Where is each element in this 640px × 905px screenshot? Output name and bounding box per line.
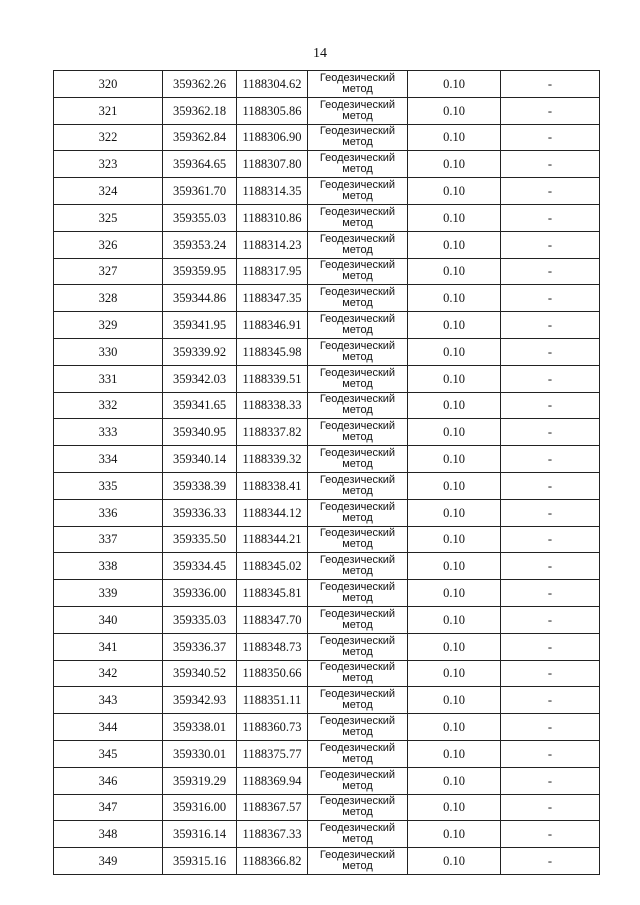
y-coordinate-cell: 1188367.33: [237, 821, 308, 848]
y-coordinate-cell: 1188375.77: [237, 740, 308, 767]
point-number-cell: 338: [54, 553, 163, 580]
description-cell: -: [501, 204, 600, 231]
table-row: [54, 124, 600, 151]
x-coordinate-cell: 359362.84: [163, 124, 237, 151]
table-row: [54, 97, 600, 124]
description-cell: -: [501, 553, 600, 580]
x-coordinate-cell: 359342.03: [163, 365, 237, 392]
description-cell: -: [501, 178, 600, 205]
point-number-cell: 329: [54, 312, 163, 339]
description-cell: -: [501, 633, 600, 660]
method-cell: Геодезический метод: [308, 714, 408, 741]
table-row: [54, 687, 600, 714]
point-number-cell: 330: [54, 338, 163, 365]
table-row: [54, 178, 600, 205]
table-row: [54, 794, 600, 821]
x-coordinate-cell: 359336.33: [163, 499, 237, 526]
y-coordinate-cell: 1188339.32: [237, 446, 308, 473]
y-coordinate-cell: 1188347.35: [237, 285, 308, 312]
y-coordinate-cell: 1188366.82: [237, 848, 308, 875]
description-cell: -: [501, 392, 600, 419]
x-coordinate-cell: 359362.18: [163, 97, 237, 124]
x-coordinate-cell: 359316.14: [163, 821, 237, 848]
description-cell: -: [501, 97, 600, 124]
x-coordinate-cell: 359316.00: [163, 794, 237, 821]
point-number-cell: 340: [54, 606, 163, 633]
accuracy-cell: 0.10: [408, 848, 501, 875]
table-row: [54, 606, 600, 633]
accuracy-cell: 0.10: [408, 285, 501, 312]
description-cell: -: [501, 338, 600, 365]
accuracy-cell: 0.10: [408, 204, 501, 231]
description-cell: -: [501, 124, 600, 151]
method-cell: Геодезический метод: [308, 446, 408, 473]
accuracy-cell: 0.10: [408, 687, 501, 714]
point-number-cell: 349: [54, 848, 163, 875]
coordinates-table: [53, 70, 600, 875]
method-cell: Геодезический метод: [308, 660, 408, 687]
accuracy-cell: 0.10: [408, 633, 501, 660]
method-cell: Геодезический метод: [308, 231, 408, 258]
y-coordinate-cell: 1188347.70: [237, 606, 308, 633]
description-cell: -: [501, 151, 600, 178]
method-cell: Геодезический метод: [308, 338, 408, 365]
point-number-cell: 331: [54, 365, 163, 392]
accuracy-cell: 0.10: [408, 740, 501, 767]
method-cell: Геодезический метод: [308, 499, 408, 526]
x-coordinate-cell: 359340.14: [163, 446, 237, 473]
table-row: [54, 821, 600, 848]
x-coordinate-cell: 359336.37: [163, 633, 237, 660]
y-coordinate-cell: 1188369.94: [237, 767, 308, 794]
y-coordinate-cell: 1188350.66: [237, 660, 308, 687]
accuracy-cell: 0.10: [408, 714, 501, 741]
point-number-cell: 341: [54, 633, 163, 660]
accuracy-cell: 0.10: [408, 526, 501, 553]
table-row: [54, 312, 600, 339]
point-number-cell: 324: [54, 178, 163, 205]
description-cell: -: [501, 446, 600, 473]
method-cell: Геодезический метод: [308, 204, 408, 231]
point-number-cell: 322: [54, 124, 163, 151]
method-cell: Геодезический метод: [308, 767, 408, 794]
point-number-cell: 323: [54, 151, 163, 178]
description-cell: -: [501, 848, 600, 875]
x-coordinate-cell: 359334.45: [163, 553, 237, 580]
description-cell: -: [501, 821, 600, 848]
description-cell: -: [501, 714, 600, 741]
table-row: [54, 338, 600, 365]
y-coordinate-cell: 1188348.73: [237, 633, 308, 660]
description-cell: -: [501, 687, 600, 714]
description-cell: -: [501, 472, 600, 499]
y-coordinate-cell: 1188304.62: [237, 71, 308, 98]
description-cell: -: [501, 419, 600, 446]
accuracy-cell: 0.10: [408, 606, 501, 633]
description-cell: -: [501, 606, 600, 633]
point-number-cell: 342: [54, 660, 163, 687]
table-row: [54, 151, 600, 178]
method-cell: Геодезический метод: [308, 633, 408, 660]
method-cell: Геодезический метод: [308, 687, 408, 714]
method-cell: Геодезический метод: [308, 258, 408, 285]
point-number-cell: 348: [54, 821, 163, 848]
x-coordinate-cell: 359359.95: [163, 258, 237, 285]
x-coordinate-cell: 359353.24: [163, 231, 237, 258]
table-row: [54, 392, 600, 419]
y-coordinate-cell: 1188314.23: [237, 231, 308, 258]
table-row: [54, 365, 600, 392]
point-number-cell: 332: [54, 392, 163, 419]
coordinates-table-body: [54, 71, 600, 875]
point-number-cell: 343: [54, 687, 163, 714]
page-number: 14: [313, 46, 327, 61]
description-cell: -: [501, 740, 600, 767]
method-cell: Геодезический метод: [308, 178, 408, 205]
description-cell: -: [501, 767, 600, 794]
y-coordinate-cell: 1188344.21: [237, 526, 308, 553]
description-cell: -: [501, 258, 600, 285]
table-row: [54, 204, 600, 231]
accuracy-cell: 0.10: [408, 794, 501, 821]
x-coordinate-cell: 359355.03: [163, 204, 237, 231]
accuracy-cell: 0.10: [408, 71, 501, 98]
method-cell: Геодезический метод: [308, 740, 408, 767]
method-cell: Геодезический метод: [308, 580, 408, 607]
accuracy-cell: 0.10: [408, 365, 501, 392]
description-cell: -: [501, 365, 600, 392]
point-number-cell: 345: [54, 740, 163, 767]
method-cell: Геодезический метод: [308, 821, 408, 848]
point-number-cell: 328: [54, 285, 163, 312]
accuracy-cell: 0.10: [408, 178, 501, 205]
accuracy-cell: 0.10: [408, 472, 501, 499]
x-coordinate-cell: 359336.00: [163, 580, 237, 607]
point-number-cell: 336: [54, 499, 163, 526]
accuracy-cell: 0.10: [408, 446, 501, 473]
table-row: [54, 848, 600, 875]
table-row: [54, 740, 600, 767]
x-coordinate-cell: 359361.70: [163, 178, 237, 205]
description-cell: -: [501, 285, 600, 312]
y-coordinate-cell: 1188317.95: [237, 258, 308, 285]
x-coordinate-cell: 359338.01: [163, 714, 237, 741]
y-coordinate-cell: 1188345.02: [237, 553, 308, 580]
x-coordinate-cell: 359342.93: [163, 687, 237, 714]
accuracy-cell: 0.10: [408, 580, 501, 607]
method-cell: Геодезический метод: [308, 606, 408, 633]
accuracy-cell: 0.10: [408, 821, 501, 848]
method-cell: Геодезический метод: [308, 794, 408, 821]
method-cell: Геодезический метод: [308, 419, 408, 446]
x-coordinate-cell: 359335.03: [163, 606, 237, 633]
accuracy-cell: 0.10: [408, 338, 501, 365]
y-coordinate-cell: 1188306.90: [237, 124, 308, 151]
point-number-cell: 344: [54, 714, 163, 741]
x-coordinate-cell: 359341.95: [163, 312, 237, 339]
table-row: [54, 714, 600, 741]
y-coordinate-cell: 1188310.86: [237, 204, 308, 231]
description-cell: -: [501, 526, 600, 553]
method-cell: Геодезический метод: [308, 97, 408, 124]
y-coordinate-cell: 1188339.51: [237, 365, 308, 392]
method-cell: Геодезический метод: [308, 848, 408, 875]
table-row: [54, 660, 600, 687]
table-row: [54, 472, 600, 499]
table-row: [54, 258, 600, 285]
x-coordinate-cell: 359335.50: [163, 526, 237, 553]
method-cell: Геодезический метод: [308, 71, 408, 98]
y-coordinate-cell: 1188351.11: [237, 687, 308, 714]
y-coordinate-cell: 1188337.82: [237, 419, 308, 446]
x-coordinate-cell: 359364.65: [163, 151, 237, 178]
description-cell: -: [501, 231, 600, 258]
accuracy-cell: 0.10: [408, 97, 501, 124]
x-coordinate-cell: 359362.26: [163, 71, 237, 98]
method-cell: Геодезический метод: [308, 312, 408, 339]
point-number-cell: 325: [54, 204, 163, 231]
accuracy-cell: 0.10: [408, 553, 501, 580]
table-row: [54, 580, 600, 607]
method-cell: Геодезический метод: [308, 472, 408, 499]
x-coordinate-cell: 359339.92: [163, 338, 237, 365]
table-row: [54, 767, 600, 794]
method-cell: Геодезический метод: [308, 151, 408, 178]
table-row: [54, 285, 600, 312]
y-coordinate-cell: 1188360.73: [237, 714, 308, 741]
y-coordinate-cell: 1188345.98: [237, 338, 308, 365]
accuracy-cell: 0.10: [408, 499, 501, 526]
table-row: [54, 499, 600, 526]
table-row: [54, 419, 600, 446]
y-coordinate-cell: 1188338.41: [237, 472, 308, 499]
description-cell: -: [501, 794, 600, 821]
table-row: [54, 526, 600, 553]
y-coordinate-cell: 1188345.81: [237, 580, 308, 607]
accuracy-cell: 0.10: [408, 312, 501, 339]
table-row: [54, 633, 600, 660]
x-coordinate-cell: 359341.65: [163, 392, 237, 419]
point-number-cell: 337: [54, 526, 163, 553]
accuracy-cell: 0.10: [408, 231, 501, 258]
accuracy-cell: 0.10: [408, 660, 501, 687]
y-coordinate-cell: 1188305.86: [237, 97, 308, 124]
table-row: [54, 71, 600, 98]
x-coordinate-cell: 359340.95: [163, 419, 237, 446]
method-cell: Геодезический метод: [308, 526, 408, 553]
point-number-cell: 339: [54, 580, 163, 607]
x-coordinate-cell: 359344.86: [163, 285, 237, 312]
table-row: [54, 231, 600, 258]
y-coordinate-cell: 1188346.91: [237, 312, 308, 339]
point-number-cell: 347: [54, 794, 163, 821]
point-number-cell: 320: [54, 71, 163, 98]
y-coordinate-cell: 1188338.33: [237, 392, 308, 419]
x-coordinate-cell: 359338.39: [163, 472, 237, 499]
point-number-cell: 326: [54, 231, 163, 258]
x-coordinate-cell: 359340.52: [163, 660, 237, 687]
method-cell: Геодезический метод: [308, 365, 408, 392]
accuracy-cell: 0.10: [408, 419, 501, 446]
description-cell: -: [501, 499, 600, 526]
y-coordinate-cell: 1188314.35: [237, 178, 308, 205]
point-number-cell: 346: [54, 767, 163, 794]
point-number-cell: 321: [54, 97, 163, 124]
method-cell: Геодезический метод: [308, 124, 408, 151]
point-number-cell: 334: [54, 446, 163, 473]
y-coordinate-cell: 1188367.57: [237, 794, 308, 821]
method-cell: Геодезический метод: [308, 553, 408, 580]
point-number-cell: 335: [54, 472, 163, 499]
method-cell: Геодезический метод: [308, 392, 408, 419]
method-cell: Геодезический метод: [308, 285, 408, 312]
table-row: [54, 446, 600, 473]
table-row: [54, 553, 600, 580]
description-cell: -: [501, 312, 600, 339]
accuracy-cell: 0.10: [408, 151, 501, 178]
x-coordinate-cell: 359315.16: [163, 848, 237, 875]
y-coordinate-cell: 1188307.80: [237, 151, 308, 178]
description-cell: -: [501, 660, 600, 687]
accuracy-cell: 0.10: [408, 258, 501, 285]
point-number-cell: 333: [54, 419, 163, 446]
point-number-cell: 327: [54, 258, 163, 285]
x-coordinate-cell: 359319.29: [163, 767, 237, 794]
y-coordinate-cell: 1188344.12: [237, 499, 308, 526]
accuracy-cell: 0.10: [408, 392, 501, 419]
x-coordinate-cell: 359330.01: [163, 740, 237, 767]
description-cell: -: [501, 71, 600, 98]
accuracy-cell: 0.10: [408, 124, 501, 151]
description-cell: -: [501, 580, 600, 607]
accuracy-cell: 0.10: [408, 767, 501, 794]
